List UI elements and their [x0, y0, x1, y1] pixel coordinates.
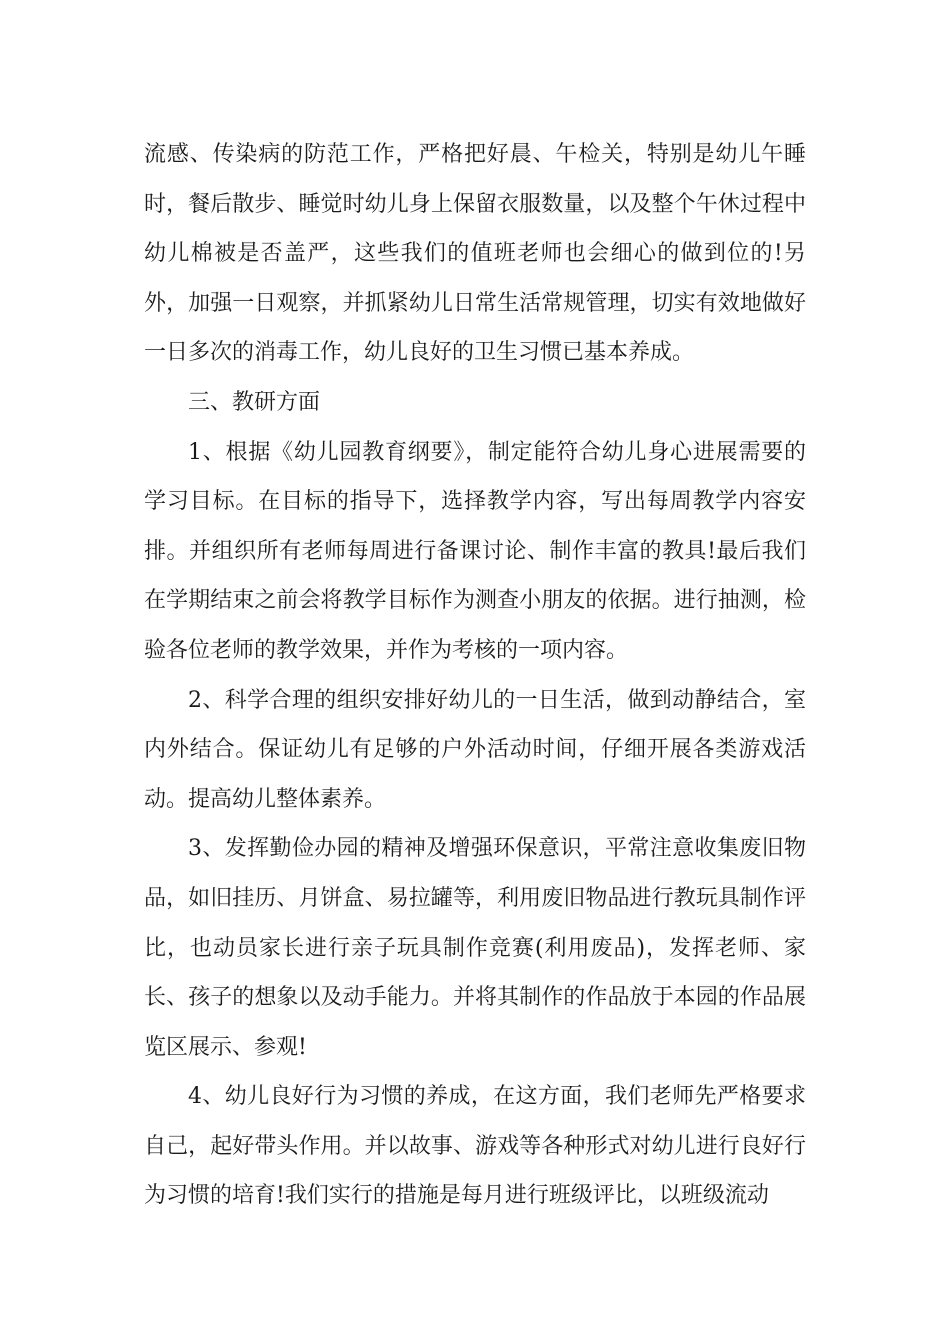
- document-page: [144, 130, 806, 1221]
- section-heading-teaching-research: 三、教研方面: [188, 389, 321, 415]
- paragraph-item-4: 4、幼儿良好行为习惯的养成，在这方面，我们老师先严格要求自己，起好带头作用。并以故事、游戏等各种形式对幼儿进行良好行为习惯的培育!我们实行的措施是每月进行班级评比，以班级流动: [144, 1084, 806, 1209]
- paragraph-hygiene-continued: 流感、传染病的防范工作，严格把好晨、午检关，特别是幼儿午睡时，餐后散步、睡觉时幼儿身上保留衣服数量，以及整个午休过程中幼儿棉被是否盖严，这些我们的值班老师也会细心的做到位的!另外，加强一日观察，并抓紧幼儿日常生活常规管理，切实有效地做好一日多次的消毒工作，幼儿良好的卫生习惯已基本养成。: [144, 142, 806, 366]
- paragraph-item-3: 3、发挥勤俭办园的精神及增强环保意识，平常注意收集废旧物品，如旧挂历、月饼盒、易拉罐等，利用废旧物品进行教玩具制作评比，也动员家长进行亲子玩具制作竞赛(利用废品)，发挥老师、家长、孩子的想象以及动手能力。并将其制作的作品放于本园的作品展览区展示、参观!: [144, 836, 806, 1060]
- paragraph-item-2: 2、科学合理的组织安排好幼儿的一日生活，做到动静结合，室内外结合。保证幼儿有足够的户外活动时间，仔细开展各类游戏活动。提高幼儿整体素养。: [144, 687, 806, 812]
- paragraph-item-1: 1、根据《幼儿园教育纲要》，制定能符合幼儿身心进展需要的学习目标。在目标的指导下，选择教学内容，写出每周教学内容安排。并组织所有老师每周进行备课讨论、制作丰富的教具!最后我们在学期结束之前会将教学目标作为测查小朋友的依据。进行抽测，检验各位老师的教学效果，并作为考核的一项内容。: [144, 439, 806, 663]
